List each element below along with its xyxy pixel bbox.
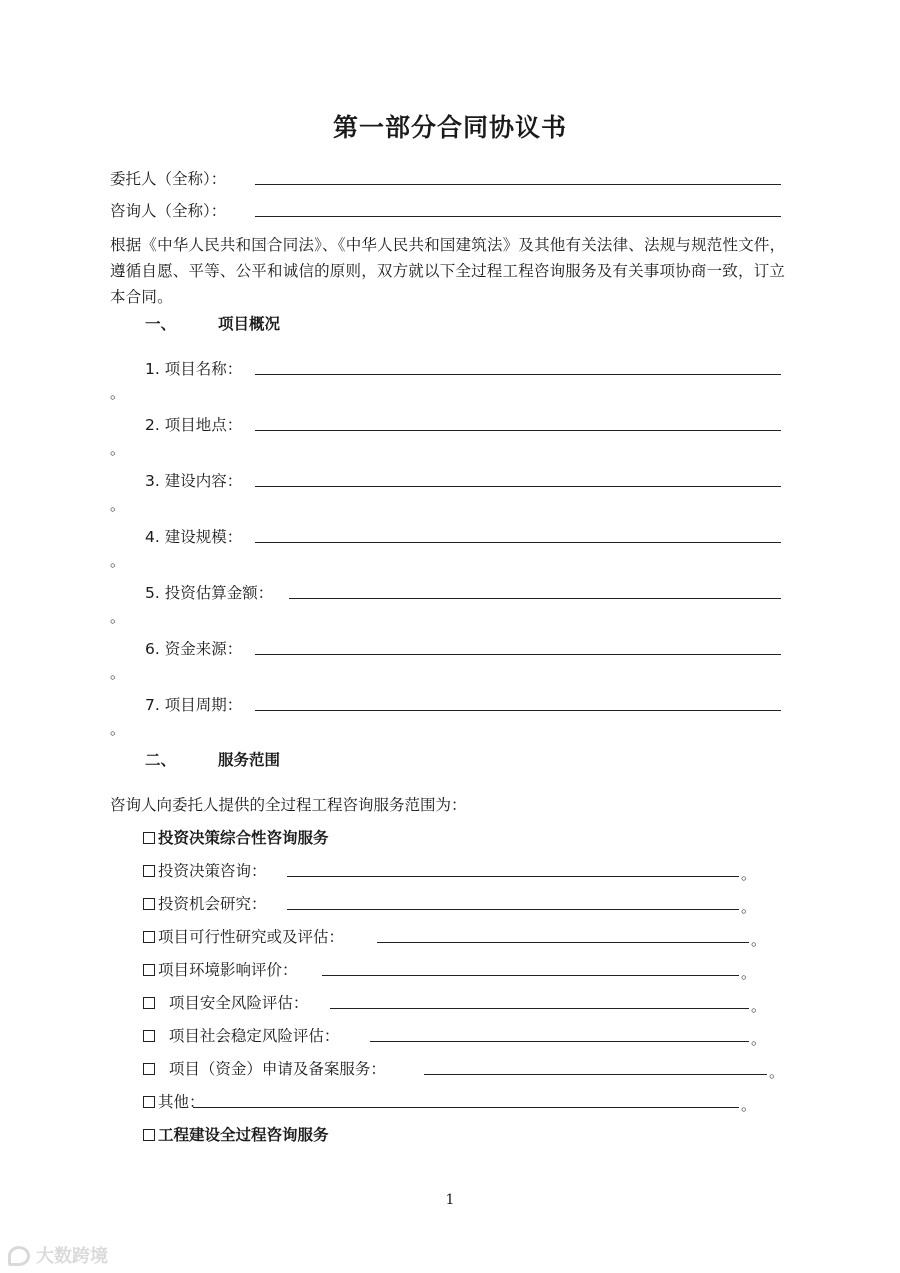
scope-intro: 咨询人向委托人提供的全过程工程咨询服务范围为： — [110, 796, 467, 814]
project-location-label: 2. 项目地点： — [145, 416, 243, 434]
checkbox[interactable] — [143, 898, 155, 910]
period-mark: 。 — [741, 898, 757, 916]
social-stability-risk-fill-line[interactable] — [370, 1041, 749, 1042]
checkbox[interactable] — [143, 865, 155, 877]
construction-scale-fill-line[interactable] — [255, 542, 781, 543]
consultant-label: 咨询人（全称）： — [110, 202, 227, 220]
option-other: 其他： — [143, 1092, 205, 1112]
group1-heading: 投资决策综合性咨询服务 — [143, 828, 329, 848]
option-environmental-assessment: 项目环境影响评价： — [143, 960, 298, 980]
period-mark: 。 — [751, 931, 767, 949]
period-mark: 。 — [751, 1030, 767, 1048]
project-period-label: 7. 项目周期： — [145, 696, 243, 714]
period-mark: 。 — [110, 720, 126, 738]
funding-application-fill-line[interactable] — [424, 1074, 767, 1075]
consultant-fill-line[interactable] — [255, 216, 781, 217]
period-mark: 。 — [110, 664, 126, 682]
section1-number: 一、 — [145, 315, 177, 333]
page-title: 第一部分合同协议书 — [332, 113, 567, 142]
option-opportunity-study: 投资机会研究： — [143, 894, 267, 914]
period-mark: 。 — [110, 552, 126, 570]
safety-risk-fill-line[interactable] — [330, 1008, 749, 1009]
period-mark: 。 — [751, 997, 767, 1015]
project-name-label: 1. 项目名称： — [145, 360, 243, 378]
option-investment-decision: 投资决策咨询： — [143, 861, 267, 881]
project-name-fill-line[interactable] — [255, 374, 781, 375]
period-mark: 。 — [110, 384, 126, 402]
period-mark: 。 — [741, 1096, 757, 1114]
section1-heading: 项目概况 — [218, 315, 281, 333]
project-period-fill-line[interactable] — [255, 710, 781, 711]
checkbox[interactable] — [143, 964, 155, 976]
client-label: 委托人（全称）： — [110, 170, 227, 188]
funding-source-fill-line[interactable] — [255, 654, 781, 655]
opportunity-study-fill-line[interactable] — [287, 909, 739, 910]
funding-source-label: 6. 资金来源： — [145, 640, 243, 658]
environmental-assessment-fill-line[interactable] — [322, 975, 739, 976]
period-mark: 。 — [110, 496, 126, 514]
checkbox[interactable] — [143, 931, 155, 943]
period-mark: 。 — [769, 1063, 785, 1081]
section2-heading: 服务范围 — [218, 751, 281, 769]
investment-decision-fill-line[interactable] — [287, 876, 739, 877]
group2-heading: 工程建设全过程咨询服务 — [143, 1125, 329, 1145]
watermark: 大数跨境 — [8, 1242, 108, 1268]
period-mark: 。 — [741, 964, 757, 982]
option-safety-risk: 项目安全风险评估： — [143, 993, 308, 1013]
checkbox[interactable] — [143, 997, 155, 1009]
section2-number: 二、 — [145, 751, 177, 769]
period-mark: 。 — [110, 440, 126, 458]
period-mark: 。 — [741, 865, 757, 883]
project-location-fill-line[interactable] — [255, 430, 781, 431]
construction-content-label: 3. 建设内容： — [145, 472, 243, 490]
checkbox[interactable] — [143, 1030, 155, 1042]
construction-scale-label: 4. 建设规模： — [145, 528, 243, 546]
investment-estimate-fill-line[interactable] — [289, 598, 781, 599]
checkbox[interactable] — [143, 1063, 155, 1075]
client-fill-line[interactable] — [255, 184, 781, 185]
option-funding-application: 项目（资金）申请及备案服务： — [143, 1059, 386, 1079]
watermark-logo-icon — [8, 1246, 30, 1266]
option-social-stability-risk: 项目社会稳定风险评估： — [143, 1026, 339, 1046]
checkbox[interactable] — [143, 832, 155, 844]
other-fill-line[interactable] — [193, 1107, 739, 1108]
investment-estimate-label: 5. 投资估算金额： — [145, 584, 274, 602]
checkbox[interactable] — [143, 1096, 155, 1108]
feasibility-study-fill-line[interactable] — [377, 942, 749, 943]
intro-paragraph: 根据《中华人民共和国合同法》、《中华人民共和国建筑法》及其他有关法律、法规与规范性文件，遵循自愿、平等、公平和诚信的原则，双方就以下全过程工程咨询服务及有关事项协商一致，订立本合同。 — [110, 236, 786, 306]
page-number: 1 — [445, 1192, 455, 1208]
option-feasibility-study: 项目可行性研究或及评估： — [143, 927, 344, 947]
construction-content-fill-line[interactable] — [255, 486, 781, 487]
checkbox[interactable] — [143, 1129, 155, 1141]
period-mark: 。 — [110, 608, 126, 626]
